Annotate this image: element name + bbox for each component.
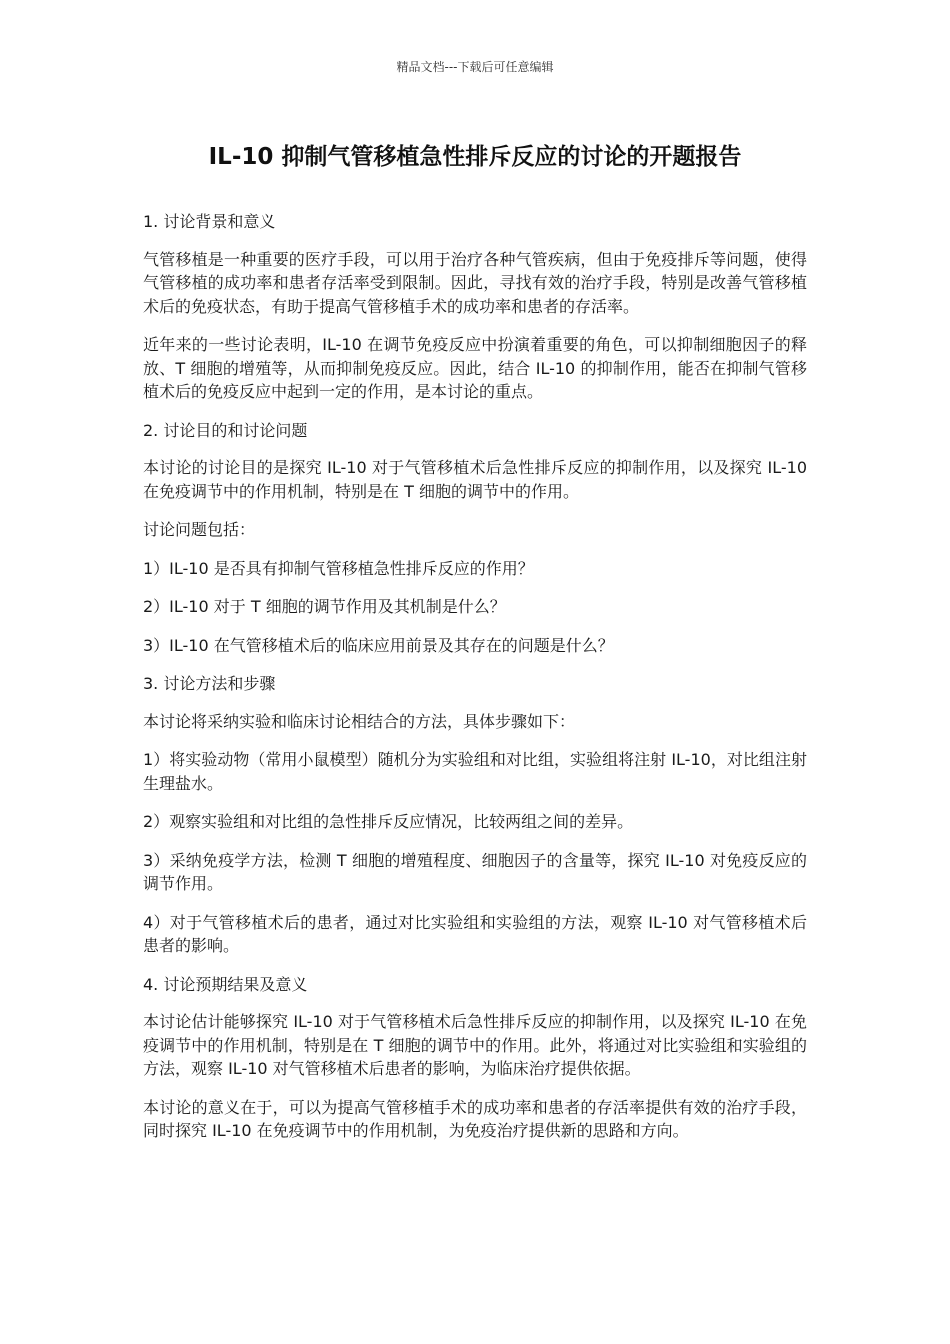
section-heading-methods: 3. 讨论方法和步骤	[143, 674, 276, 693]
page-header: 精品文档---下载后可任意编辑	[396, 60, 554, 74]
document-title: IL-10 抑制气管移植急性排斥反应的讨论的开题报告	[208, 144, 742, 170]
list-item: 1）将实验动物（常用小鼠模型）随机分为实验组和对比组，实验组将注射 IL-10，对比组注射生理盐水。	[143, 750, 807, 793]
list-item: 2）IL-10 对于 T 细胞的调节作用及其机制是什么？	[143, 597, 506, 616]
paragraph: 近年来的一些讨论表明，IL-10 在调节免疫反应中扮演着重要的角色，可以抑制细胞因子的释放、T 细胞的增殖等，从而抑制免疫反应。因此，结合 IL-10 的抑制作用，能否在抑制气管移植术后的免疫反应中起到一定的作用，是本讨论的重点。	[143, 335, 807, 401]
list-item: 2）观察实验组和对比组的急性排斥反应情况，比较两组之间的差异。	[143, 812, 634, 831]
section-heading-objectives: 2. 讨论目的和讨论问题	[143, 420, 308, 440]
paragraph: 本讨论的讨论目的是探究 IL-10 对于气管移植术后急性排斥反应的抑制作用，以及探究 IL-10 在免疫调节中的作用机制，特别是在 T 细胞的调节中的作用。	[143, 458, 807, 501]
list-item: 1）IL-10 是否具有抑制气管移植急性排斥反应的作用？	[143, 558, 534, 578]
paragraph: 本讨论的意义在于，可以为提高气管移植手术的成功率和患者的存活率提供有效的治疗手段，同时探究 IL-10 在免疫调节中的作用机制，为免疫治疗提供新的思路和方向。	[143, 1097, 807, 1140]
document-body	[143, 210, 807, 1158]
paragraph: 讨论问题包括：	[143, 520, 256, 539]
paragraph: 本讨论估计能够探究 IL-10 对于气管移植术后急性排斥反应的抑制作用，以及探究 IL-10 在免疫调节中的作用机制，特别是在 T 细胞的调节中的作用。此外，将通过对比实验组和实验组的方法，观察 IL-10 对气管移植术后患者的影响，为临床治疗提供依据。	[143, 1012, 807, 1078]
list-item: 3）采纳免疫学方法，检测 T 细胞的增殖程度、细胞因子的含量等，探究 IL-10 对免疫反应的调节作用。	[143, 850, 807, 893]
list-item: 3）IL-10 在气管移植术后的临床应用前景及其存在的问题是什么？	[143, 635, 614, 655]
section-heading-background: 1. 讨论背景和意义	[143, 212, 276, 231]
paragraph: 气管移植是一种重要的医疗手段，可以用于治疗各种气管疾病，但由于免疫排斥等问题，使得气管移植的成功率和患者存活率受到限制。因此，寻找有效的治疗手段，特别是改善气管移植术后的免疫状态，有助于提高气管移植手术的成功率和患者的存活率。	[143, 249, 807, 316]
paragraph: 本讨论将采纳实验和临床讨论相结合的方法，具体步骤如下：	[143, 711, 576, 731]
section-heading-expected-results: 4. 讨论预期结果及意义	[143, 974, 308, 994]
list-item: 4）对于气管移植术后的患者，通过对比实验组和实验组的方法，观察 IL-10 对气管移植术后患者的影响。	[143, 912, 807, 955]
